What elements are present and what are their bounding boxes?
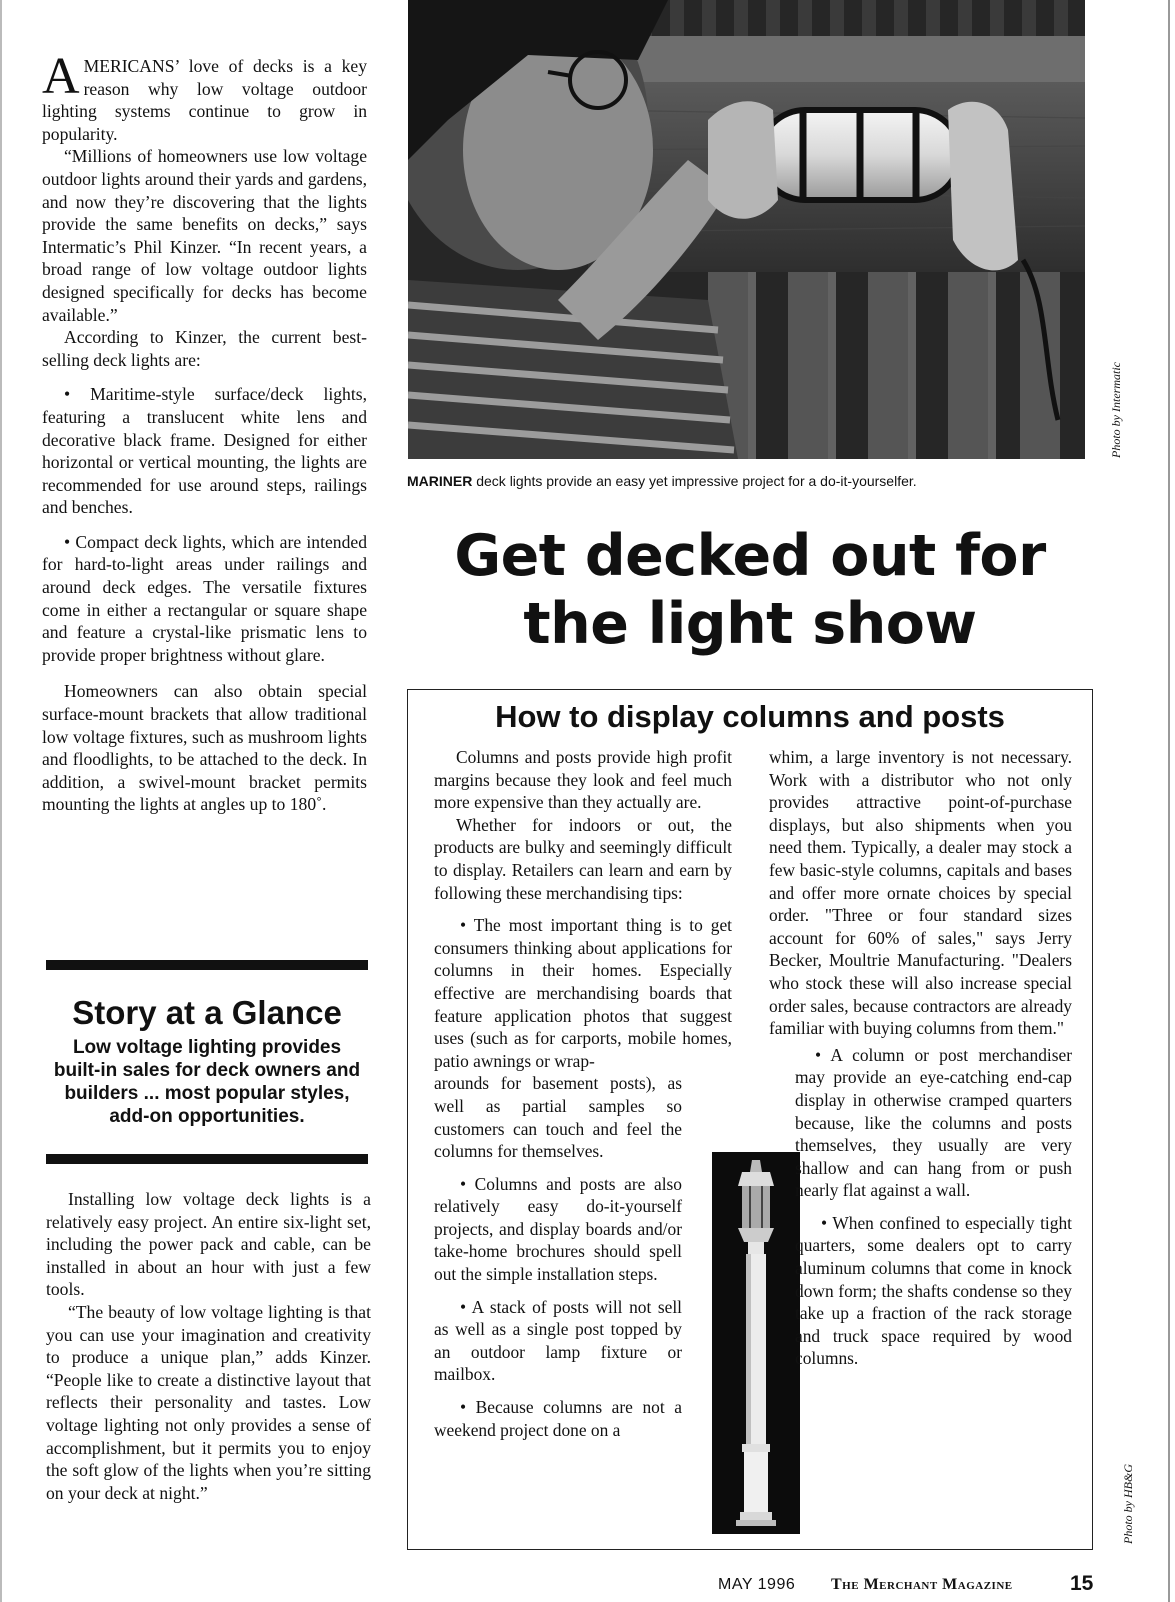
sidebar-bullet-4: • Because columns are not a weekend project done on a	[434, 1397, 682, 1440]
sidebar-bullet-1b: arounds for basement posts), as well as partial samples so customers can touch and feel the columns for themselves.	[434, 1073, 682, 1162]
article-para-5: Installing low voltage deck lights is a relatively easy project. An entire six-light set, including the power pack and cable, can be installed in about an hour with just a few tools.	[46, 1189, 371, 1300]
article-para-6: “The beauty of low voltage lighting is that you can use your imagination and creativity to produce a unique plan,” adds Kinzer. “People like to create a distinctive layout that reflects their personality and tastes. Low voltage lighting not only provides a sense of accomplishment, but it permits you to enjoy the soft glow of the lights when you’re sitting on your deck at night.”	[46, 1301, 371, 1503]
sidebar-bullet-1a: • The most important thing is to get consumers thinking about applications for columns in their homes. Especially effective are merchandising boards that feature application photos that suggest uses (such as for carports, mobile homes, patio awnings or wrap-	[434, 915, 732, 1071]
sidebar-para-1: Columns and posts provide high profit margins because they look and feel much more expensive than they actually are.	[434, 747, 732, 813]
headline	[400, 522, 1100, 658]
sidebar-bullet-5: • A column or post merchandiser may provide an eye-catching end-cap display in otherwise cramped quarters because, like the columns and posts themselves, they usually are very shallow and can hang from or push nearly flat against a wall.	[795, 1044, 1072, 1201]
article-column-left	[42, 48, 367, 816]
article-para-1: AMERICANS’ love of decks is a key reason why low voltage outdoor lighting systems continue to grow in popularity.	[42, 48, 367, 144]
article-bullet-1: • Maritime-style surface/deck lights, featuring a translucent white lens and decorative black frame. Designed for either horizontal or vertical mounting, the lights are recommended for use around steps, railings and benches.	[42, 384, 367, 518]
sidebar-box	[407, 689, 1093, 1550]
scan-edge-right	[1168, 0, 1170, 1602]
sidebar-column-1	[434, 746, 732, 1441]
photo-credit-intermatic: Photo by Intermatic	[1109, 362, 1123, 458]
page-number: 15	[1070, 1572, 1094, 1595]
sidebar-column-2	[769, 746, 1072, 1370]
mariner-deck-light	[760, 110, 960, 200]
issue-date: MAY 1996	[718, 1576, 796, 1593]
article-para-4: Homeowners can also obtain special surface-mount brackets that allow traditional low voltage fixtures, such as mushroom lights and floodlights, to be attached to the deck. In addition, a swivel-mount bracket permits mounting the lights at angles up to 180˚.	[42, 681, 367, 815]
sidebar-bullet-6: • When confined to especially tight quarters, some dealers opt to carry aluminum columns that come in knock down form; the shafts condense so they take up a fraction of the rack storage and truck space required by wood columns.	[795, 1212, 1072, 1369]
article-bullet-2: • Compact deck lights, which are intended for hard-to-light areas under railings and around deck edges. The versatile fixtures come in either a rectangular or square shape and feature a crystal-like prismatic lens to provide proper brightness without glare.	[42, 531, 367, 665]
sidebar-bullet-2: • Columns and posts are also relatively easy do-it-yourself projects, and display boards and/or take-home brochures should spell out the simple installation steps.	[434, 1173, 682, 1285]
photo-credit-hbg: Photo by HB&G	[1121, 1464, 1135, 1544]
sidebar-title: How to display columns and posts	[495, 699, 1005, 734]
glance-summary: Low voltage lighting provides built-in sales for deck owners and builders ... most popular styles, add-on opportunities.	[53, 1037, 361, 1127]
page-footer	[718, 1574, 1118, 1598]
caption-lead: MARINER	[407, 473, 473, 489]
article-para-2: “Millions of homeowners use low voltage outdoor lights around their yards and gardens, and now they’re discovering that the lights provide the same benefits on decks,” says Intermatic’s Phil Kinzer. “In recent years, a broad range of low voltage outdoor lights designed specifically for decks has become available.”	[42, 146, 367, 325]
photo-caption: MARINER deck lights provide an easy yet impressive project for a do-it-yourselfer.	[407, 473, 917, 489]
drop-cap: A	[42, 48, 80, 105]
deck-light-photo	[408, 0, 1085, 459]
article-column-left-continued	[46, 1188, 371, 1504]
story-at-a-glance	[46, 960, 368, 1164]
scan-edge-left	[0, 0, 2, 1602]
headline-line-1: Get decked out for	[454, 523, 1046, 589]
glance-title: Story at a Glance	[72, 994, 342, 1031]
article-para-3: According to Kinzer, the current best-selling deck lights are:	[42, 327, 367, 370]
sidebar-para-2: Whether for indoors or out, the products are bulky and seemingly difficult to display. Retailers can learn and earn by following these merchandising tips:	[434, 814, 732, 903]
headline-line-2: the light show	[523, 591, 977, 657]
glance-top-rule	[46, 960, 368, 970]
sidebar-bullet-3: • A stack of posts will not sell as well as a single post topped by an outdoor lamp fixture or mailbox.	[434, 1296, 682, 1385]
sidebar-para-3: whim, a large inventory is not necessary. Work with a distributor who not only provides attractive point-of-purchase displays, but also shipments when you need them. Typically, a dealer may stock a few basic-style columns, capitals and bases and offer more ornate choices by special order. "Three or four standard sizes account for 60% of sales," says Jerry Becker, Moultrie Manufacturing. "Dealers who stock these will also increase special order sales, because contractors are already familiar with buying columns from them."	[769, 747, 1072, 1039]
magazine-name: The Merchant Magazine	[831, 1576, 1013, 1593]
deck-light-photo-illustration	[408, 0, 1085, 459]
glance-bottom-rule	[46, 1154, 368, 1164]
